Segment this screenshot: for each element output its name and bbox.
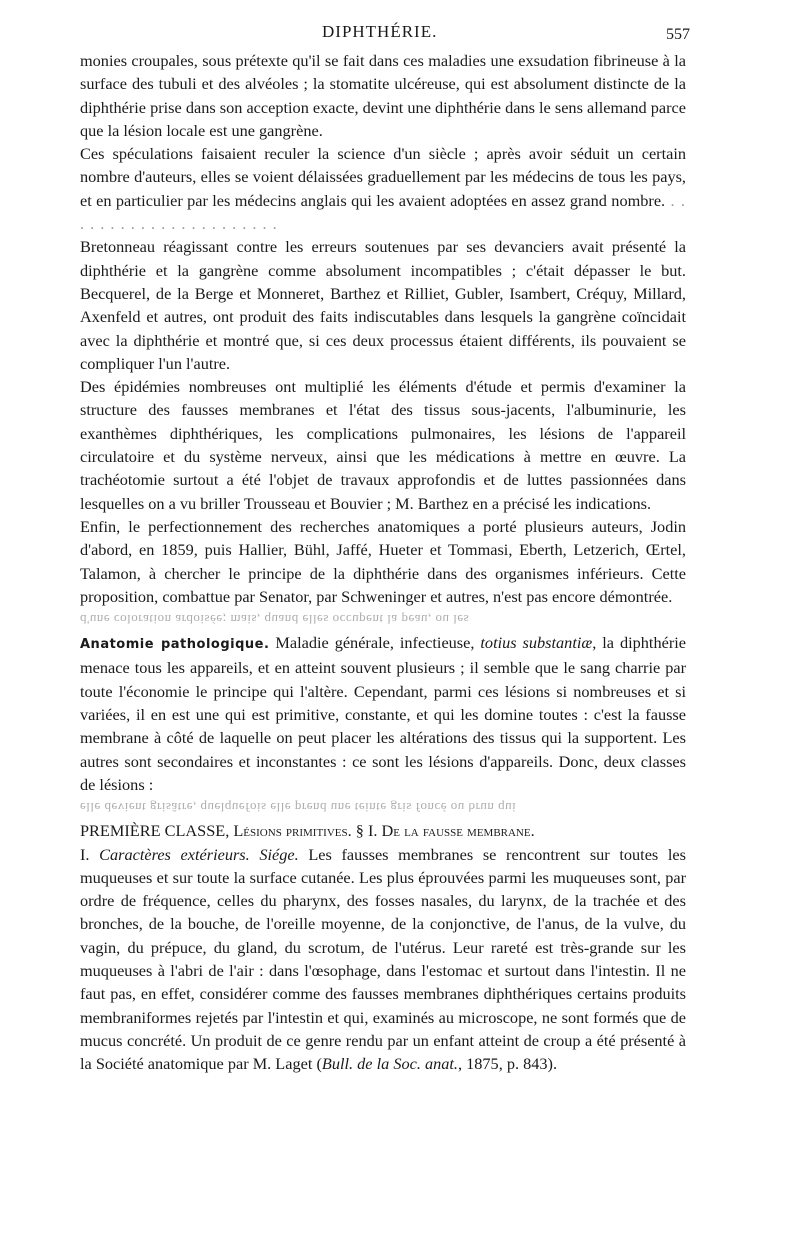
- citation-journal: Bull. de la Soc. anat.: [321, 1054, 458, 1074]
- premiere-classe-heading: PREMIÈRE CLASSE,: [80, 821, 230, 841]
- subsection-title: Caractères extérieurs. Siége.: [99, 844, 299, 864]
- section-fausse-membrane: § I. De la fausse membrane.: [355, 821, 535, 841]
- paragraph-4: Des épidémies nombreuses ont multiplié les éléments d'étude et permis d'examiner la structure des fausses membranes et l'état des tissus sous-jacents, l'albuminurie, les exanthèmes diphthériques, les complications pulmonaires, les lésions de l'appareil circulatoire et du système nerveux, ainsi que les médications à mettre en œuvre. La trachéotomie surtout a été l'objet de travaux approfondis et de luttes passionnées dans lesquelles on a vu briller Trousseau et Bouvier ; M. Barthez en a précisé les indications.: [80, 377, 686, 513]
- subsection-number: I.: [80, 844, 100, 864]
- section-heading-anatomie: Anatomie pathologique.: [80, 637, 270, 653]
- citation-end: , 1875, p. 843).: [457, 1054, 558, 1074]
- running-title: DIPHTHÉRIE.: [322, 22, 438, 41]
- anatomie-italic: totius substantiæ: [480, 633, 593, 653]
- paragraph-2-text: Ces spéculations faisaient reculer la science d'un siècle ; après avoir séduit un certain nombre d'auteurs, elles se voient délaissées graduellement par les médecins de tous les pays, et en particulier par les médecins anglais qui les avaient adoptées en assez grand nombre.: [80, 144, 686, 210]
- bleed-through-line-1: d'une coloration ardoisée; mais, quand elles occupent la peau, ou les: [80, 612, 470, 628]
- page-number: 557: [666, 26, 690, 43]
- anatomie-text-a: Maladie générale, infectieuse,: [269, 633, 481, 653]
- bleed-through-line-2: elle devient grisâtre, quelquefois elle prend une teinte gris foncé ou brun qui: [80, 800, 517, 816]
- dotted-leader: . . . . . . . . . . . . . . . . . . . . . .: [80, 190, 686, 234]
- anatomie-text-b: , la diphthérie menace tous les appareils, et en atteint souvent plusieurs ; il semble que le sang charrie par toute l'économie le principe qui l'altère. Cependant, parmi ces lésions si nombreuses et si variées, il en est une qui est primitive, constante, et qui les domine toutes : c'est la fausse membrane à côté de laquelle on peut placer les altérations des tissus qui la supportent. Les autres sont secondaires et inconstantes : ce sont les lésions d'appareils. Donc, deux classes de lésions :: [80, 633, 686, 794]
- body-text: [80, 49, 686, 1075]
- subsection-text: Les fausses membranes se rencontrent sur toutes les muqueuses et sur toute la surface cutanée. Les plus éprouvées parmi les muqueuses sont, par ordre de fréquence, celles du pharynx, des fosses nasales, du larynx, de la trachée et des bronches, de la bouche, de l'oreille moyenne, de la conjonctive, de l'anus, de la vulve, du vagin, du prépuce, du gland, du scrotum, de l'utérus. Leur rareté est très-grande sur les muqueuses à l'abri de l'air : dans l'œsophage, dans l'estomac et surtout dans l'intestin. Il ne faut pas, en effet, considérer comme des fausses membranes diphthériques certains produits membraniformes rejetés par l'intestin et qui, examinés au microscope, ne sont formés que de mucus concrété. Un produit de ce genre rendu par un enfant atteint de croup a été présenté à la Société anatomique par M. Laget (: [80, 844, 686, 1074]
- paragraph-5: Enfin, le perfectionnement des recherches anatomiques a porté plusieurs auteurs, Jodin d'abord, en 1859, puis Hallier, Bühl, Jaffé, Hueter et Tommasi, Eberth, Letzerich, Œrtel, Talamon, à chercher le principe de la diphthérie dans des organismes inférieurs. Cette proposition, combattue par Senator, par Schweninger et autres, n'est pas encore démontrée.: [80, 516, 686, 606]
- paragraph-3: Bretonneau réagissant contre les erreurs soutenues par ses devanciers avait présenté la diphthérie et la gangrène comme absolument incompatibles ; c'était dépasser le but. Becquerel, de la Berge et Monneret, Barthez et Rilliet, Gubler, Isambert, Créquy, Millard, Axenfeld et autres, ont produit des faits indiscutables dans lesquels la gangrène coïncidait avec la diphthérie et montré que, si ces deux processus étaient différents, ils pouvaient se compliquer l'un l'autre.: [80, 237, 686, 373]
- paragraph-1: monies croupales, sous prétexte qu'il se fait dans ces maladies une exsudation fibrineuse à la surface des tubuli et des alvéoles ; la stomatite ulcéreuse, qui est absolument distincte de la diphthérie prise dans son acception exacte, devint une diphthérie dans le sens allemand parce que la lésion locale est une gangrène.: [80, 51, 686, 140]
- paragraph-anatomie: [80, 631, 686, 796]
- lesions-primitives-label: Lésions primitives.: [233, 821, 352, 841]
- paragraph-2: [80, 142, 686, 235]
- paragraph-premiere-classe: [80, 819, 686, 1075]
- page-header: [0, 22, 800, 48]
